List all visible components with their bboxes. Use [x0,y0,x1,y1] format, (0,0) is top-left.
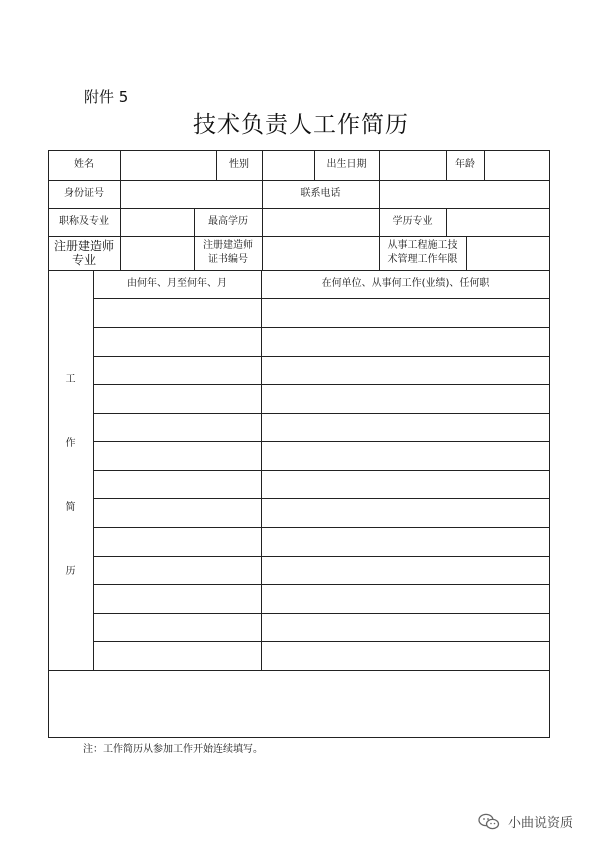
tech-years-line1: 从事工程施工技 [387,240,458,251]
history-bottom-divider [48,670,550,671]
history-label-char: 历 [65,566,76,577]
col-divider [120,208,121,236]
attachment-label: 附件 5 [84,88,129,106]
history-row-divider [93,356,550,357]
history-row-divider [93,527,550,528]
history-label-char: 作 [65,438,76,449]
form-border-bottom [48,737,550,738]
history-row-divider [93,413,550,414]
name-label: 姓名 [74,159,94,170]
tech-years-line2: 术管理工作年限 [387,254,458,265]
reg-architect-line2: 专业 [71,253,96,267]
history-row-divider [93,641,550,642]
reg-architect-major-label [48,236,120,270]
history-row-divider [93,441,550,442]
col-divider [120,180,121,208]
history-row-divider [93,327,550,328]
col-divider [262,236,263,270]
unit-header: 在何单位、从事何工作(业绩)、任何职 [321,278,490,289]
row-divider [48,236,550,237]
phone-label: 联系电话 [300,188,341,199]
tech-years-label [379,236,466,270]
col-divider [120,150,121,180]
col-divider [379,150,380,180]
cert-number-label [194,236,262,270]
history-row-divider [93,384,550,385]
col-divider [484,150,485,180]
cert-number-line2: 证书编号 [208,254,248,265]
col-divider [446,208,447,236]
birth-date-label: 出生日期 [326,159,367,170]
col-divider [379,180,380,208]
title-major-label: 职称及专业 [59,216,109,227]
col-divider [466,236,467,270]
education-label: 最高学历 [208,216,248,227]
history-label-char: 工 [65,374,76,385]
history-label-col-divider [93,270,94,670]
history-row-divider [93,613,550,614]
form-border-right [549,150,550,738]
history-label-char: 简 [65,502,76,513]
history-header-divider [93,298,550,299]
footnote: 注：工作简历从参加工作开始连续填写。 [83,744,263,755]
wechat-icon [478,813,500,831]
cert-number-line1: 注册建造师 [203,240,253,251]
education-major-label: 学历专业 [392,216,433,227]
history-row-divider [93,498,550,499]
page-title: 技术负责人工作简历 [193,112,409,138]
gender-label: 性别 [229,159,249,170]
reg-architect-line1: 注册建造师 [53,239,114,253]
age-label: 年龄 [455,159,475,170]
id-number-label: 身份证号 [64,188,104,199]
col-divider [120,236,121,270]
watermark [478,812,573,831]
history-row-divider [93,584,550,585]
watermark-text: 小曲说资质 [508,816,574,831]
col-divider [262,150,263,180]
history-period-col-divider [261,270,262,670]
col-divider [262,208,263,236]
period-header: 由何年、月至何年、月 [127,278,227,289]
resume-form [48,150,550,738]
history-row-divider [93,470,550,471]
history-row-divider [93,556,550,557]
row-divider [48,208,550,209]
